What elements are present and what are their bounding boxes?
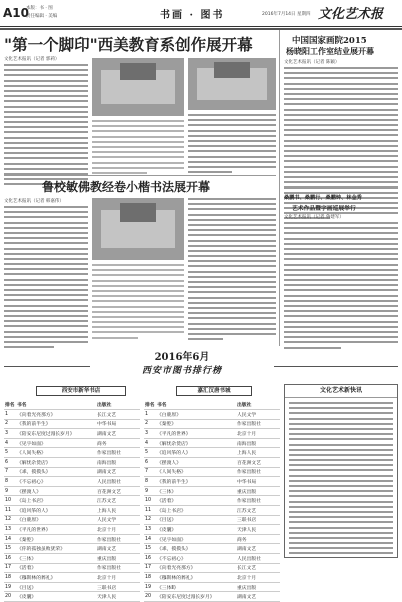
rank-cell: 12 xyxy=(144,515,156,525)
rank-cell: 5 xyxy=(144,448,156,458)
title-cell: 《穆斯林的葬礼》 xyxy=(16,573,96,583)
publisher-cell: 南海出版 xyxy=(96,458,140,468)
rank-cell: 7 xyxy=(144,467,156,477)
main-article-byline: 文化艺术报讯（记者 郭莉） xyxy=(4,57,60,62)
issue-date: 2016年7月14日 星期四 xyxy=(262,12,311,17)
right-row xyxy=(144,496,280,506)
rank-cell: 11 xyxy=(4,506,16,516)
title-cell: 《追风筝的人》 xyxy=(16,506,96,516)
title-cell: 《解忧杂货店》 xyxy=(156,438,236,448)
ranking-title: 西安市图书排行榜 xyxy=(141,366,222,376)
second-article-photo xyxy=(92,198,184,260)
main-article-photo-2 xyxy=(188,58,276,110)
title-cell: 《岛上书店》 xyxy=(156,506,236,516)
main-article-text-col1 xyxy=(4,64,88,189)
main-article-photo xyxy=(92,58,184,116)
title-cell: 《穆斯林的葬礼》 xyxy=(156,573,236,583)
title-cell: 《摆渡人》 xyxy=(156,458,236,468)
right-store-header: 嘉汇汉唐书城 xyxy=(176,386,252,396)
publisher-cell: 作家出版社 xyxy=(96,563,140,573)
col-publisher-header: 出版社 xyxy=(236,400,280,410)
title-cell: 《见字如面》 xyxy=(16,438,96,448)
publisher-cell: 湖南文艺 xyxy=(236,544,280,554)
rank-cell: 18 xyxy=(4,573,16,583)
rank-cell: 15 xyxy=(144,544,156,554)
rank-cell: 2 xyxy=(144,419,156,429)
rank-cell: 11 xyxy=(144,506,156,516)
rank-cell: 15 xyxy=(4,544,16,554)
title-cell: 《追风筝的人》 xyxy=(156,448,236,458)
title-cell: 《目送》 xyxy=(156,515,236,525)
left-row xyxy=(4,582,140,592)
col-publisher-header: 出版社 xyxy=(96,400,140,410)
side-rule xyxy=(284,188,398,189)
rank-cell: 3 xyxy=(144,429,156,439)
left-row xyxy=(4,534,140,544)
left-row xyxy=(4,592,140,602)
rank-cell: 3 xyxy=(4,429,16,439)
left-store-header: 西安市新华书店 xyxy=(36,386,126,396)
rank-cell: 1 xyxy=(144,410,156,420)
publisher-cell: 人民文学 xyxy=(96,515,140,525)
left-row xyxy=(4,486,140,496)
publisher-cell: 作家出版社 xyxy=(96,448,140,458)
right-row xyxy=(144,563,280,573)
rank-cell: 13 xyxy=(4,525,16,535)
publisher-cell: 江苏文艺 xyxy=(96,496,140,506)
rank-cell: 5 xyxy=(4,448,16,458)
title-cell: 《人间失格》 xyxy=(156,467,236,477)
rank-cell: 9 xyxy=(4,486,16,496)
rank-cell: 19 xyxy=(4,582,16,592)
right-row xyxy=(144,525,280,535)
title-cell: 《见字如面》 xyxy=(156,534,236,544)
rank-cell: 20 xyxy=(4,592,16,602)
side-article2-text xyxy=(284,222,398,352)
publisher-cell: 江苏文艺 xyxy=(236,506,280,516)
left-table-header xyxy=(4,400,140,410)
title-cell: 《活着》 xyxy=(156,496,236,506)
col-title-header: 书名 xyxy=(16,400,96,410)
publisher-cell: 长江文艺 xyxy=(96,410,140,420)
rank-cell: 4 xyxy=(144,438,156,448)
rank-cell: 4 xyxy=(4,438,16,448)
rank-cell: 16 xyxy=(4,554,16,564)
title-cell: 《三体Ⅱ》 xyxy=(156,582,236,592)
publisher-cell: 人民出版社 xyxy=(96,477,140,487)
left-row xyxy=(4,525,140,535)
publisher-cell: 作家出版社 xyxy=(236,496,280,506)
right-row xyxy=(144,582,280,592)
publisher-cell: 天津人民 xyxy=(236,525,280,535)
news-box xyxy=(284,384,398,558)
publisher-cell: 长江文艺 xyxy=(236,563,280,573)
ranking-banner-rule-left xyxy=(4,366,90,367)
section-title: 书画 · 图书 xyxy=(160,10,225,21)
left-row xyxy=(4,573,140,583)
title-cell: 《平凡的世界》 xyxy=(16,525,96,535)
title-cell: 《皮囊》 xyxy=(156,525,236,535)
title-cell: 《秦腔》 xyxy=(156,419,236,429)
rank-cell: 1 xyxy=(4,410,16,420)
right-table-header xyxy=(144,400,280,410)
publisher-cell: 作家出版社 xyxy=(236,419,280,429)
second-article-text-col1 xyxy=(4,206,88,351)
column-divider xyxy=(279,30,280,346)
left-row xyxy=(4,467,140,477)
publisher-cell: 南海出版 xyxy=(236,438,280,448)
publisher-cell: 北京十月 xyxy=(236,573,280,583)
rank-cell: 16 xyxy=(144,554,156,564)
title-cell: 《陪安东尼度过漫长岁月》 xyxy=(16,429,96,439)
publisher-cell: 商务 xyxy=(96,438,140,448)
publisher-cell: 重庆出版 xyxy=(236,582,280,592)
ranking-banner-rule-right xyxy=(274,366,398,367)
second-article-title: 鲁校敏佛教经卷小楷书法展开幕 xyxy=(42,180,211,194)
title-cell: 《摆渡人》 xyxy=(16,486,96,496)
right-row xyxy=(144,486,280,496)
publisher-cell: 重庆出版 xyxy=(96,554,140,564)
left-row xyxy=(4,506,140,516)
right-row xyxy=(144,506,280,516)
title-cell: 《我的前半生》 xyxy=(16,419,96,429)
rank-cell: 6 xyxy=(4,458,16,468)
side-article2-title-2: 艺术作品暨字画巡展举行 xyxy=(292,206,356,212)
publisher-cell: 百花洲文艺 xyxy=(96,486,140,496)
left-row xyxy=(4,419,140,429)
rank-cell: 12 xyxy=(4,515,16,525)
side-article-title-2: 杨晓阳工作室结业展开幕 xyxy=(286,46,374,56)
rank-cell: 17 xyxy=(4,563,16,573)
rank-cell: 20 xyxy=(144,592,156,602)
publisher-cell: 湖南文艺 xyxy=(96,544,140,554)
publisher-cell: 中华书局 xyxy=(96,419,140,429)
side-article-byline: 文化艺术报讯（记者 陈颖） xyxy=(284,60,340,65)
rank-cell: 18 xyxy=(144,573,156,583)
page-number: A10 xyxy=(3,6,29,20)
news-box-title: 文化艺术新快讯 xyxy=(285,385,397,398)
section-rule xyxy=(4,175,276,176)
title-cell: 《目送》 xyxy=(16,582,96,592)
right-row xyxy=(144,429,280,439)
main-article-title: "第一个脚印"西美教育系创作展开幕 xyxy=(4,35,253,54)
title-cell: 《三体》 xyxy=(16,554,96,564)
side-article2-title-1: 桑鹏书、桑鹏行、桑鹏钟、林金秀 xyxy=(284,195,362,201)
publisher-cell: 商务 xyxy=(236,534,280,544)
right-row xyxy=(144,419,280,429)
right-row xyxy=(144,448,280,458)
title-cell: 《向着光亮那方》 xyxy=(156,563,236,573)
second-article-byline: 文化艺术报讯（记者 韩嘉伟） xyxy=(4,199,64,204)
title-cell: 《秦腔》 xyxy=(16,534,96,544)
right-row xyxy=(144,477,280,487)
col-rank-header: 排名 xyxy=(4,400,16,410)
masthead xyxy=(0,0,402,26)
rank-cell: 13 xyxy=(144,525,156,535)
right-ranking-table xyxy=(144,400,280,602)
publisher-cell: 百花洲文艺 xyxy=(236,458,280,468)
title-cell: 《不忘初心》 xyxy=(156,554,236,564)
title-cell: 《三体》 xyxy=(156,486,236,496)
col-title-header: 书名 xyxy=(156,400,236,410)
publisher-cell: 北京十月 xyxy=(96,573,140,583)
title-cell: 《白鹿原》 xyxy=(156,410,236,420)
left-row xyxy=(4,563,140,573)
title-cell: 《我的前半生》 xyxy=(156,477,236,487)
publisher-cell: 人民文学 xyxy=(236,410,280,420)
right-row xyxy=(144,438,280,448)
title-cell: 《乖，摸摸头》 xyxy=(156,544,236,554)
publisher-cell: 重庆出版 xyxy=(236,486,280,496)
publisher-cell: 上海人民 xyxy=(236,448,280,458)
side-article-title-1: 中国国家画院2015 xyxy=(292,36,367,46)
title-cell: 《活着》 xyxy=(16,563,96,573)
publisher-cell: 湖南文艺 xyxy=(96,467,140,477)
left-row xyxy=(4,429,140,439)
left-row xyxy=(4,515,140,525)
left-row xyxy=(4,544,140,554)
title-cell: 《乖，摸摸头》 xyxy=(16,467,96,477)
publisher-cell: 北京十月 xyxy=(96,525,140,535)
left-row xyxy=(4,477,140,487)
paper-logo: 文化艺术报 xyxy=(318,7,384,22)
left-row xyxy=(4,554,140,564)
publisher-cell: 三联书店 xyxy=(96,582,140,592)
right-row xyxy=(144,573,280,583)
ranking-year: 2016年6月 xyxy=(154,352,210,363)
rank-cell: 10 xyxy=(144,496,156,506)
publisher-cell: 作家出版社 xyxy=(96,534,140,544)
col-rank-header: 排名 xyxy=(144,400,156,410)
right-row xyxy=(144,534,280,544)
second-article-caption xyxy=(92,264,184,342)
rank-cell: 17 xyxy=(144,563,156,573)
publisher-cell: 北京十月 xyxy=(236,429,280,439)
publisher-cell: 上海人民 xyxy=(96,506,140,516)
title-cell: 《人间失格》 xyxy=(16,448,96,458)
masthead-sub2: 责任编辑 · 美编 xyxy=(26,14,58,19)
title-cell: 《皮囊》 xyxy=(16,592,96,602)
masthead-sub1: 本版：书 · 图 xyxy=(26,6,53,11)
rank-cell: 9 xyxy=(144,486,156,496)
right-row xyxy=(144,554,280,564)
right-row xyxy=(144,544,280,554)
right-row xyxy=(144,515,280,525)
rank-cell: 6 xyxy=(144,458,156,468)
left-row xyxy=(4,410,140,420)
publisher-cell: 湖南文艺 xyxy=(96,429,140,439)
rank-cell: 8 xyxy=(144,477,156,487)
rank-cell: 2 xyxy=(4,419,16,429)
rank-cell: 14 xyxy=(4,534,16,544)
left-row xyxy=(4,438,140,448)
main-article-text-col2 xyxy=(92,120,184,177)
news-box-text xyxy=(285,398,397,554)
title-cell: 《向着光亮那方》 xyxy=(16,410,96,420)
title-cell: 《岛上书店》 xyxy=(16,496,96,506)
right-row xyxy=(144,467,280,477)
publisher-cell: 中华书局 xyxy=(236,477,280,487)
side-article2-byline: 文化艺术报讯（记者 鲁建军） xyxy=(284,215,344,220)
rank-cell: 8 xyxy=(4,477,16,487)
left-row xyxy=(4,458,140,468)
title-cell: 《不忘初心》 xyxy=(16,477,96,487)
rank-cell: 14 xyxy=(144,534,156,544)
rank-cell: 7 xyxy=(4,467,16,477)
right-row xyxy=(144,592,280,602)
rank-cell: 10 xyxy=(4,496,16,506)
main-article-text-col3 xyxy=(188,114,276,176)
title-cell: 《白鹿原》 xyxy=(16,515,96,525)
left-row xyxy=(4,448,140,458)
title-cell: 《平凡的世界》 xyxy=(156,429,236,439)
publisher-cell: 三联书店 xyxy=(236,515,280,525)
second-article-text-col3 xyxy=(188,198,276,343)
left-ranking-table xyxy=(4,400,140,602)
title-cell: 《解忧杂货店》 xyxy=(16,458,96,468)
right-row xyxy=(144,458,280,468)
publisher-cell: 作家出版社 xyxy=(236,467,280,477)
title-cell: 《你的孤独虽败犹荣》 xyxy=(16,544,96,554)
rank-cell: 19 xyxy=(144,582,156,592)
publisher-cell: 人民出版社 xyxy=(236,554,280,564)
ranking-banner xyxy=(92,352,272,382)
left-row xyxy=(4,496,140,506)
publisher-cell: 天津人民 xyxy=(96,592,140,602)
title-cell: 《陪安东尼度过漫长岁月》 xyxy=(156,592,236,602)
publisher-cell: 湖南文艺 xyxy=(236,592,280,602)
right-row xyxy=(144,410,280,420)
